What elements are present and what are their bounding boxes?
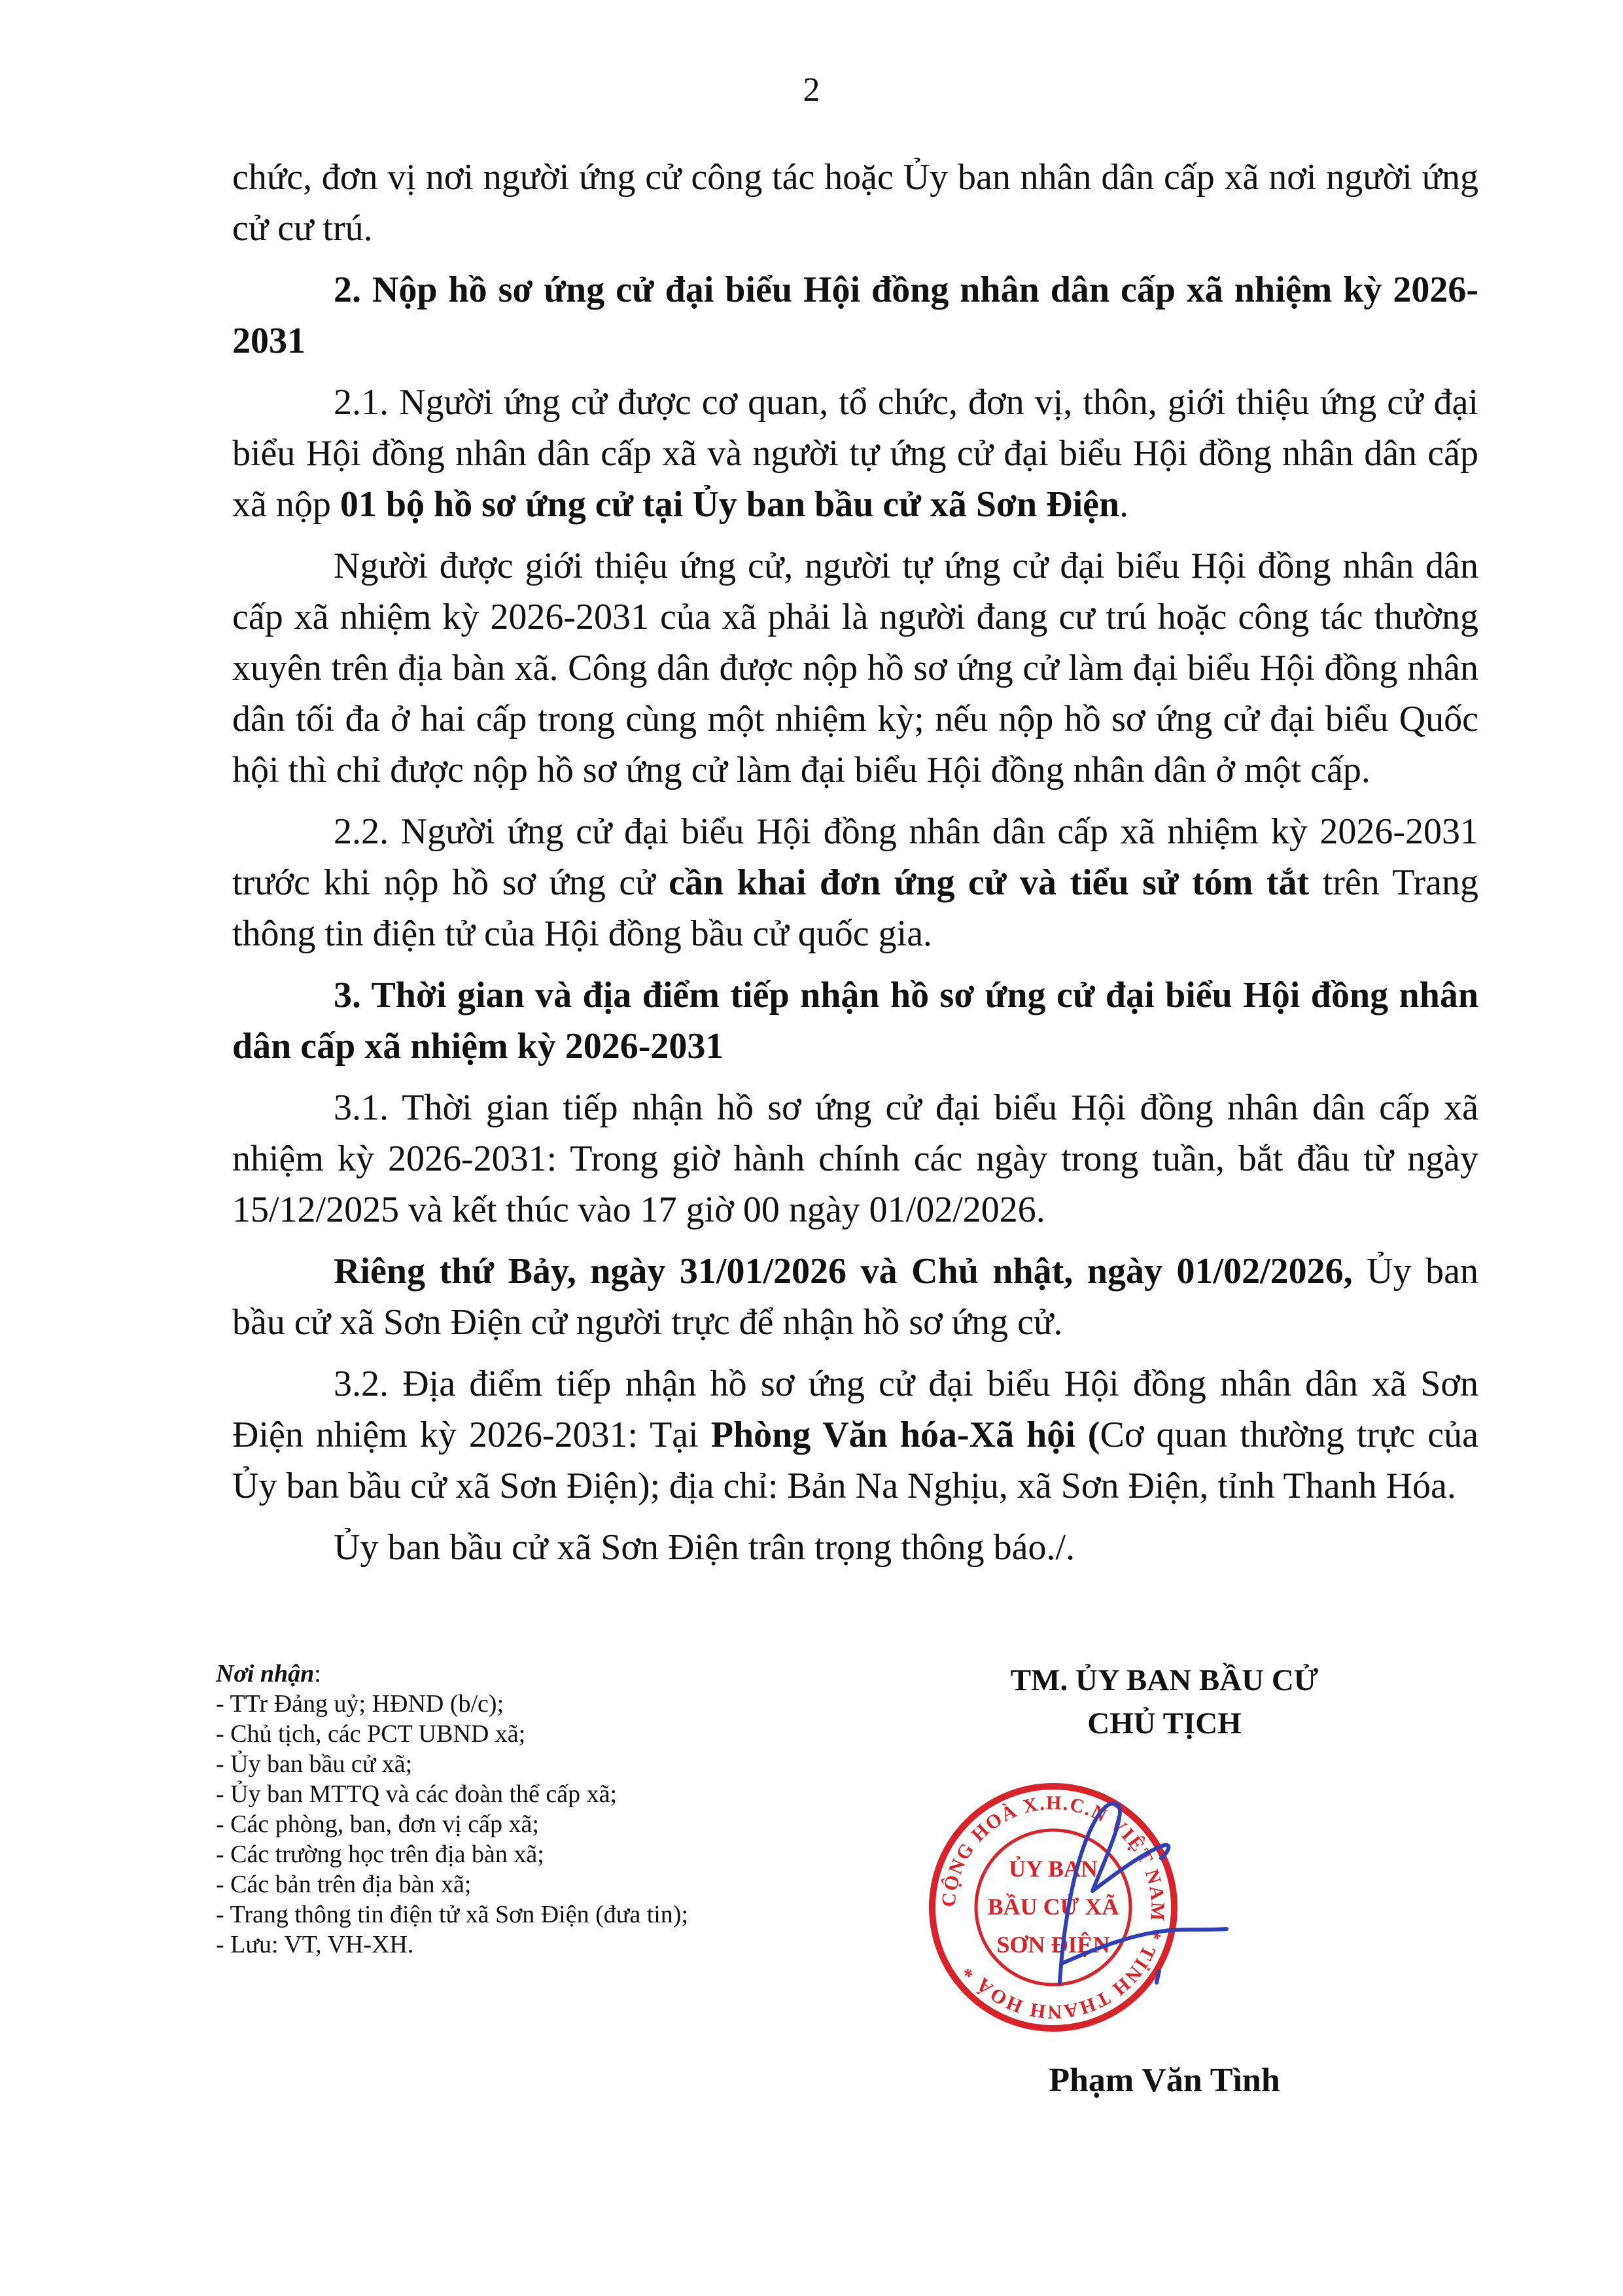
paragraph-3-2-text-c: Cơ quan thường trực của Ủy ban bầu cử xã Sơn Điện); địa chỉ: Bản Na Nghịu, xã Sơn Điện, tỉnh Thanh Hóa. xyxy=(232,1415,1479,1506)
paragraph-3-2-text-a: 3.2. Địa điểm tiếp nhận hồ sơ ứng cử đại biểu Hội đồng nhân dân xã Sơn Điện nhiệm kỳ 2026-2031: Tại xyxy=(232,1364,1478,1455)
paragraph-2-1-text-c: . xyxy=(1119,484,1129,525)
recipient-item: - Các bản trên địa bàn xã; xyxy=(216,1871,472,1898)
recipients-block xyxy=(216,1659,870,1960)
recipients-title xyxy=(216,1659,870,1689)
recipient-item: - TTr Đảng uỷ; HĐND (b/c); xyxy=(216,1690,504,1718)
signer-name: Phạm Văn Tình xyxy=(1049,2062,1280,2099)
paragraph-3-2-bold: Phòng Văn hóa-Xã hội ( xyxy=(710,1415,1100,1455)
recipient-item: - Trang thông tin điện tử xã Sơn Điện (đưa tin); xyxy=(216,1901,689,1928)
recipient-item: - Ủy ban MTTQ và các đoàn thể cấp xã; xyxy=(216,1780,618,1808)
seal-line1: ỦY BAN xyxy=(1009,1856,1098,1882)
paragraph-2-1-text-a: 2.1. Người ứng cử được cơ quan, tổ chức, đơn vị, thôn, giới thiệu ứng cử đại biểu Hội đồng nhân dân cấp xã và người tự ứng cử đại biểu Hội đồng nhân dân cấp xã nộp xyxy=(232,382,1478,525)
paragraph-2-2-bold: cần khai đơn ứng cử và tiểu sử tóm tắt xyxy=(669,862,1310,903)
closing-line: Ủy ban bầu cử xã Sơn Điện trân trọng thông báo./. xyxy=(334,1527,1075,1568)
recipient-item: - Các trường học trên địa bàn xã; xyxy=(216,1841,544,1868)
paragraph-weekend-text: Ủy ban bầu cử xã Sơn Điện cử người trực để nhận hồ sơ ứng cử. xyxy=(232,1251,1478,1343)
section-3-heading xyxy=(232,970,1478,1072)
section-2-heading-text: 2. Nộp hồ sơ ứng cử đại biểu Hội đồng nhân dân cấp xã nhiệm kỳ 2026-2031 xyxy=(232,270,1478,361)
signer-title-line1: TM. ỦY BAN BẦU CỬ xyxy=(1010,1663,1319,1697)
paragraph-weekend xyxy=(232,1246,1478,1348)
signer-title-line2: CHỦ TỊCH xyxy=(1087,1706,1242,1740)
recipient-item: - Lưu: VT, VH-XH. xyxy=(216,1931,414,1958)
recipient-item: - Các phòng, ban, đơn vị cấp xã; xyxy=(216,1810,539,1838)
page-number: 2 xyxy=(803,71,820,109)
official-seal-and-signature xyxy=(896,1767,1236,2041)
recipients-title-colon: : xyxy=(314,1660,321,1687)
paragraph-3-1: 3.1. Thời gian tiếp nhận hồ sơ ứng cử đại biểu Hội đồng nhân dân cấp xã nhiệm kỳ 2026-2031: Trong giờ hành chính các ngày trong tuần, bắt đầu từ ngày 15/12/2025 và kết thúc vào 17 giờ 00 ngày 01/02/2026. xyxy=(232,1087,1478,1230)
paragraph-2-2-text-a: 2.2. Người ứng cử đại biểu Hội đồng nhân dân cấp xã nhiệm kỳ 2026-2031 trước khi nộp hồ sơ ứng cử xyxy=(232,811,1478,903)
paragraph-eligibility: Người được giới thiệu ứng cử, người tự ứng cử đại biểu Hội đồng nhân dân cấp xã nhiệm kỳ 2026-2031 của xã phải là người đang cư trú hoặc công tác thường xuyên trên địa bàn xã. Công dân được nộp hồ sơ ứng cử làm đại biểu Hội đồng nhân dân tối đa ở hai cấp trong cùng một nhiệm kỳ; nếu nộp hồ sơ ứng cử đại biểu Quốc hội thì chỉ được nộp hồ sơ ứng cử làm đại biểu Hội đồng nhân dân ở một cấp. xyxy=(232,546,1478,790)
paragraph-weekend-bold: Riêng thứ Bảy, ngày 31/01/2026 và Chủ nhật, ngày 01/02/2026, xyxy=(334,1251,1353,1292)
paragraph-2-1 xyxy=(232,377,1478,530)
paragraph-3-2 xyxy=(232,1358,1478,1511)
seal-stamp xyxy=(932,1786,1174,2028)
signer-title-block xyxy=(942,1659,1387,1745)
seal-line2: BẦU CỬ XÃ xyxy=(987,1894,1119,1920)
document-body xyxy=(232,152,1478,1583)
section-3-heading-text: 3. Thời gian và địa điểm tiếp nhận hồ sơ ứng cử đại biểu Hội đồng nhân dân cấp xã nhiệm kỳ 2026-2031 xyxy=(232,975,1478,1067)
recipients-title-text: Nơi nhận xyxy=(216,1660,315,1687)
section-2-heading xyxy=(232,264,1478,366)
paragraph-continuation: chức, đơn vị nơi người ứng cử công tác hoặc Ủy ban nhân dân cấp xã nơi người ứng cử cư trú. xyxy=(232,157,1478,249)
paragraph-2-2-text-c: trên Trang thông tin điện tử của Hội đồng bầu cử quốc gia. xyxy=(232,862,1478,954)
recipient-item: - Chủ tịch, các PCT UBND xã; xyxy=(216,1720,526,1748)
paragraph-2-2 xyxy=(232,806,1478,959)
seal-line3: SƠN ĐIỆN xyxy=(996,1932,1110,1958)
seal-ring-text: CỘNG HOÀ X.H.C.N VIỆT NAM * TỈNH THANH HOÁ * xyxy=(937,1792,1169,2023)
recipient-item: - Ủy ban bầu cử xã; xyxy=(216,1750,413,1778)
paragraph-2-1-bold: 01 bộ hồ sơ ứng cử tại Ủy ban bầu cử xã Sơn Điện xyxy=(340,484,1120,525)
